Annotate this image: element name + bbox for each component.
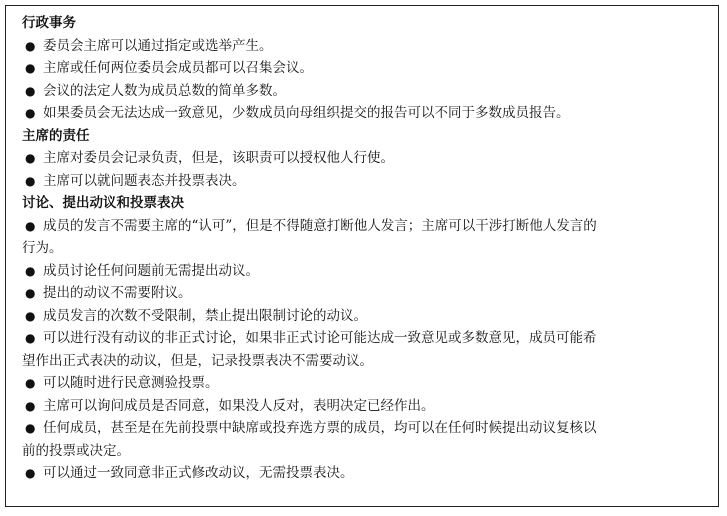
list-item: ● 如果委员会无法达成一致意见，少数成员向母组织提交的报告可以不同于多数成员报告。	[22, 102, 708, 125]
bullet-icon: ●	[25, 173, 36, 188]
list-item: ● 主席可以就问题表态并投票表决。	[22, 170, 708, 193]
list-item: ● 主席对委员会记录负责，但是，该职责可以授权他人行使。	[22, 147, 708, 170]
list-item: ● 可以通过一致同意非正式修改动议，无需投票表决。	[22, 462, 708, 485]
bullet-icon: ●	[25, 286, 36, 300]
list-item: ● 成员发言的次数不受限制，禁止提出限制讨论的动议。	[22, 305, 708, 328]
list-item: ● 提出的动议不需要附议。	[22, 282, 708, 305]
list-item: ● 委员会主席可以通过指定或选举产生。	[22, 35, 708, 58]
bullet-icon: ●	[25, 331, 36, 345]
section-heading-administration: 行政事务	[22, 15, 76, 31]
bullet-icon: ●	[25, 398, 36, 413]
list-item: ● 会议的法定人数为成员总数的简单多数。	[22, 80, 708, 103]
section-heading-chair-duties: 主席的责任	[22, 127, 90, 144]
section-heading-discussion-motions-voting: 讨论、提出动议和投票表决	[22, 195, 184, 211]
bullet-icon: ●	[25, 308, 36, 323]
bullet-icon: ●	[25, 218, 36, 233]
bullet-icon: ●	[25, 466, 36, 480]
list-item: ● 成员的发言不需要主席的“认可”，但是不得随意打断他人发言；主席可以干涉打断他人发言的 行为。	[22, 215, 708, 260]
bullet-icon: ●	[25, 83, 36, 98]
list-item: ● 主席或任何两位委员会成员都可以召集会议。	[22, 57, 708, 80]
bullet-icon: ●	[25, 421, 36, 435]
bullet-icon: ●	[25, 151, 36, 165]
bullet-icon: ●	[25, 376, 36, 390]
list-item: ● 可以进行没有动议的非正式讨论，如果非正式讨论可能达成一致意见或多数意见，成员可能希 望作出正式表决的动议，但是，记录投票表决不需要动议。	[22, 327, 708, 372]
bullet-icon: ●	[25, 263, 36, 278]
bullet-icon: ●	[25, 38, 36, 53]
bullet-icon: ●	[25, 106, 36, 120]
list-item: ● 主席可以询问成员是否同意，如果没人反对，表明决定已经作出。	[22, 395, 708, 418]
list-item: ● 任何成员，甚至是在先前投票中缺席或投弃选方票的成员，均可以在任何时候提出动议复核以 前的投票或决定。	[22, 417, 708, 462]
list-item: ● 可以随时进行民意测验投票。	[22, 372, 708, 395]
list-item: ● 成员讨论任何问题前无需提出动议。	[22, 260, 708, 283]
bullet-icon: ●	[25, 61, 36, 75]
document-body	[22, 12, 708, 485]
